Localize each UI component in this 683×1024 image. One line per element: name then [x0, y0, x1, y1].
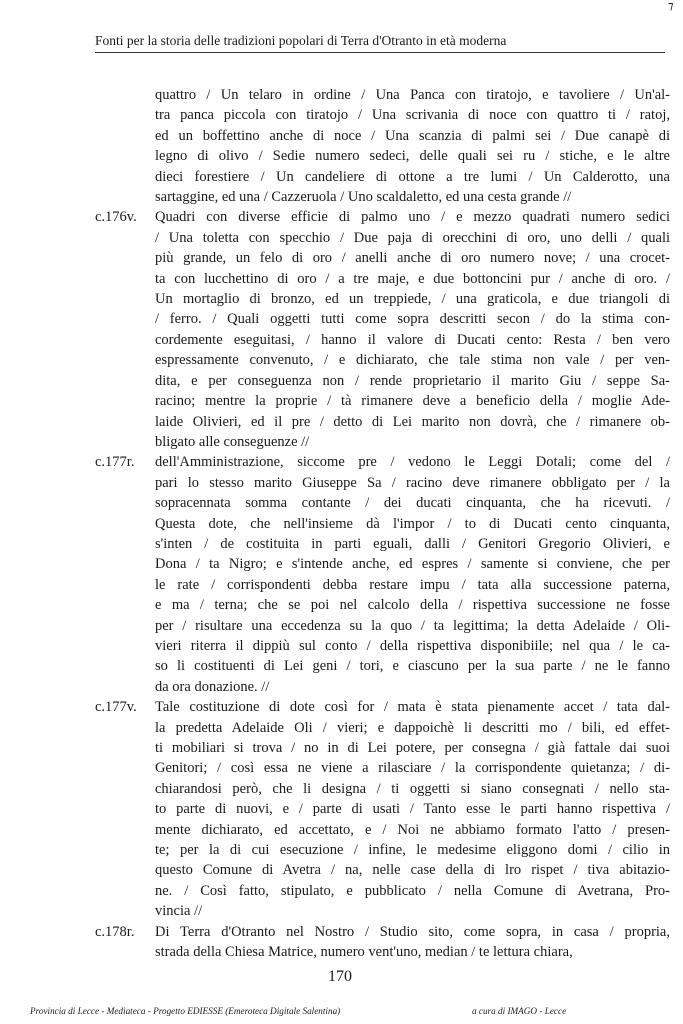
text-line: sopracennata somma contante / dei ducati cinquanta, che ha ricevuti. / — [155, 495, 670, 512]
text-line: ne. / Così fatto, stipulato, e pubblicato / nella Comune di Avetrana, Pro- — [155, 882, 670, 899]
text-line: racino; mentre la proprie / tà rimanere deve a beneficio della / moglie Ade- — [155, 393, 670, 410]
text-line: s'inten / de costituita in parti eguali, dalli / Genitori Gregorio Olivieri, e — [155, 535, 670, 552]
text-line: sartaggine, ed una / Cazzeruola / Uno scaldaletto, ed una cesta grande // — [155, 189, 572, 206]
text-line: ti mobiliari si trova / no in di Lei potere, per consegna / già fattale dai suoi — [155, 740, 670, 756]
text-line: chiarandosi però, che li designa / ti oggetti si siano consegnati / nello sta- — [155, 780, 670, 797]
text-line: mente dichiarato, ed accettato, e / Noi ne abbiamo formato l'atto / presen- — [155, 821, 670, 838]
text-line: Dona / ta Nigro; e s'intende anche, ed espres / samente si conviene, che per — [155, 556, 670, 573]
text-line: so li costituenti di Lei geni / tori, e ciascuno per la sua parte / ne le fanno — [155, 658, 670, 675]
text-line: cordemente eseguitasi, / hanno il valore di Ducati cento: Resta / ben vero — [155, 331, 670, 348]
entry-paragraph — [95, 85, 670, 207]
text-line: bligato alle conseguenze // — [155, 433, 310, 450]
text-line: to parte di nuovi, e / parte di usati / Tanto esse le parti hanno rispettiva / — [155, 801, 670, 818]
header-rule — [95, 52, 665, 53]
text-line: Quadri con diverse efficie di palmo uno / e mezzo quadrati numero sedici — [155, 209, 670, 226]
text-line: da ora donazione. // — [155, 678, 270, 695]
text-line: e ma / terna; che se poi nel calcolo della / rispettiva successione ne fosse — [155, 597, 670, 614]
folio-reference: c.178r. — [95, 923, 135, 940]
folio-reference: c.177r. — [95, 454, 135, 471]
text-line: Genitori; / così essa ne viene a rilasciare / la corrispondente quietanza; / di- — [155, 760, 670, 777]
footer-credit-left: Provincia di Lecce - Mediateca - Progetto EDIESSE (Emeroteca Digitale Salentina) — [30, 1006, 341, 1016]
text-line: più grande, un felo di oro / anelli anche di oro numero nove; / una crocet- — [155, 250, 670, 267]
text-line: Tale costituzione di dote così for / mata è stata pienamente accet / tata dal- — [155, 699, 670, 716]
text-line: questo Comune di Avetra / na, nelle case della di lro rispet / tiva abitazio- — [155, 862, 670, 879]
text-line: ta con lucchettino di oro / a tre maje, e due bottoncini pur / anche di oro. / — [155, 270, 670, 287]
text-line: te; per la di cui esecuzione / infine, le medesime eliggono domi / cilio in — [155, 842, 670, 859]
text-line: legno di olivo / Sedie numero sedeci, delle quali sei ru / stiche, e le altre — [155, 148, 670, 165]
text-line: laide Olivieri, ed il pre / detto di Lei marito non dovrà, che / rimanere ob- — [155, 413, 670, 430]
text-line: pari lo stesso marito Giuseppe Sa / racino deve rimanere obbligato per / la — [155, 474, 670, 491]
text-line: espressamente convenuto, / e dichiarato, che tale stima non vale / per ven- — [155, 352, 670, 369]
text-line: dieci forestiere / Un candeliere di ottone a tre lumi / Un Calderotto, una — [155, 168, 670, 185]
text-line: vieri riterra il dippiù sul conto / della rispettiva disponibiile; nel qua / le ca- — [155, 637, 670, 654]
running-head: Fonti per la storia delle tradizioni popolari di Terra d'Otranto in età moderna — [95, 33, 507, 48]
text-line: tra panca piccola con tiratojo / Una scrivania di noce con quattro ti / ratoj, — [155, 107, 670, 124]
text-line: le rate / corrispondenti debba restare impu / tata alla successione paterna, — [155, 576, 670, 593]
folio-reference: c.177v. — [95, 699, 137, 716]
entry-paragraph — [95, 922, 670, 963]
text-line: quattro / Un telaro in ordine / Una Panca con tiratojo, e tavoliere / Un'al- — [155, 87, 670, 103]
text-line: dell'Amministrazione, siccome pre / vedono le Leggi Dotali; come del / — [155, 454, 670, 471]
page-number: 170 — [328, 968, 352, 985]
text-line: strada della Chiesa Matrice, numero vent'uno, median / te lettura chiara, — [155, 944, 573, 961]
footer-credit-right: a cura di IMAGO - Lecce — [472, 1006, 567, 1016]
text-line: Di Terra d'Otranto nel Nostro / Studio sito, come sopra, in casa / propria, — [155, 923, 670, 940]
text-line: la predetta Adelaide Oli / vieri; e dappoichè li descritti mo / bili, ed effet- — [155, 719, 670, 736]
text-line: per / risultare una eccedenza su la quo / ta legittima; la detta Adelaide / Oli- — [155, 617, 670, 634]
text-line: vincia // — [155, 903, 203, 920]
corner-mark: ⁊ — [668, 0, 674, 12]
text-line: / Una toletta con specchio / Due paja di orecchini di oro, uno delli / quali — [155, 229, 670, 246]
text-line: / ferro. / Quali oggetti tutti come sopra descritti secon / do la stima con- — [155, 311, 670, 328]
entry-paragraph — [95, 452, 670, 697]
entry-paragraph — [95, 697, 670, 921]
entry-paragraph — [95, 207, 670, 452]
text-line: Un mortaglio di bronzo, ed un treppiede, / una graticola, e due triangoli di — [155, 291, 670, 308]
text-line: Questa dote, che nell'insieme dà l'impor / to di Ducati cento cinquanta, — [155, 515, 670, 532]
folio-reference: c.176v. — [95, 209, 137, 226]
text-line: dita, e per conseguenza non / rende proprietario il marito Giu / seppe Sa- — [155, 372, 670, 389]
text-line: ed un boffettino anche di noce / Una scanzia di palmi sei / Due canapè di — [155, 127, 670, 144]
body-text — [95, 85, 675, 962]
